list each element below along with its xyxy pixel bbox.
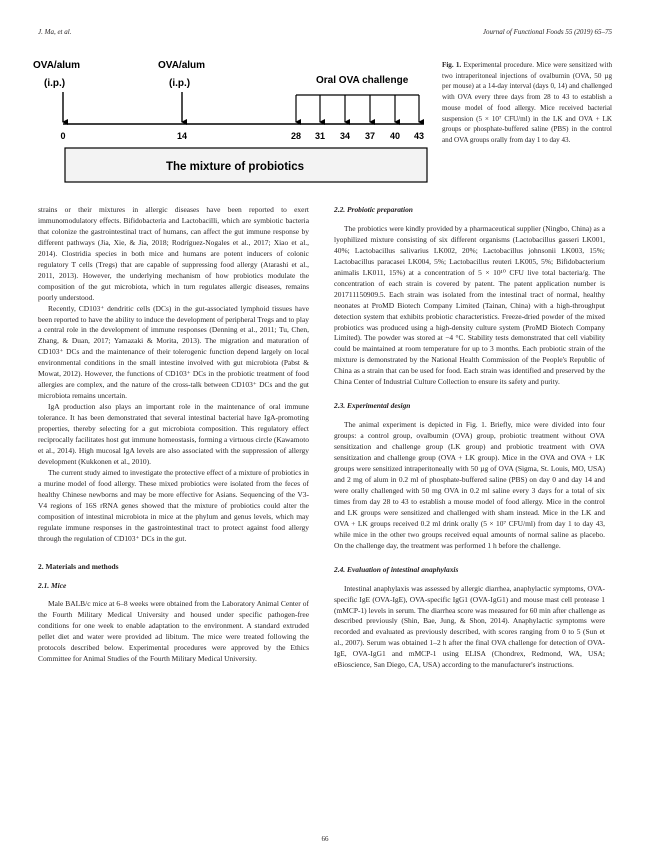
tick-label: 31 — [314, 131, 326, 141]
sensitization-label-day14: OVA/alum — [158, 60, 206, 71]
right-column — [334, 205, 605, 671]
paragraph: Intestinal anaphylaxis was assessed by allergic diarrhea, anaphylactic symptoms, OVA-specific IgE (OVA-IgE), OVA-specific IgG1 (OVA-IgG1) and mouse mast cell protease 1 (mMCP-1) levels in serum. The diarrhea score was measured for 60 min after challenge as described previously (Shin, Bae, Jung, & Shon, 2014). Anaphylactic symptoms were recorded and evaluated as previously described, with scores ranging from 0 to 5 (Sun et al., 2007). Serum was obtained 1–2 h after the final OVA challenge for detection of OVA-IgE, OVA-IgG1 and mMCP-1 using ELISA (Chondrex, Redmond, WA, USA; eBioscience, San Diego, CA, USA) according to the manufacturer's instructions. — [334, 583, 605, 670]
timeline-diagram — [30, 52, 435, 202]
ip-label-day0: (i.p.) — [44, 78, 66, 89]
subsection-heading: 2.4. Evaluation of intestinal anaphylaxis — [334, 564, 459, 574]
section-heading: 2. Materials and methods — [38, 561, 119, 571]
tick-label: 43 — [413, 131, 425, 141]
tick-label: 34 — [339, 131, 351, 141]
sensitization-label-day0: OVA/alum — [33, 60, 81, 71]
paragraph: IgA production also plays an important role in the maintenance of oral immune tolerance. It has been demonstrated that several intestinal bacterial have IgA-promoting properties, thereby selecting for a gut microbiota composition. This regulatory effect reciprocally facilitates host gut immune homeostasis, forming a virtuous circle (Kawamoto et al., 2014). High mucosal IgA levels are also associated with the suppression of allergy development (Kukkonen et al., 2010). — [38, 402, 309, 466]
caption-label: Fig. 1. — [442, 61, 462, 69]
subsection-heading: 2.1. Mice — [38, 580, 67, 590]
figure-1-timeline — [30, 52, 435, 202]
page-number: 66 — [321, 835, 329, 843]
running-header-authors: J. Ma, et al. — [38, 28, 72, 36]
subsection-heading: 2.2. Probiotic preparation — [334, 205, 413, 214]
probiotics-box-label: The mixture of probiotics — [166, 161, 305, 173]
paragraph: The animal experiment is depicted in Fig. 1. Briefly, mice were divided into four groups: a control group, ovalbumin (OVA) group, probiotic treatment without OVA sensitization and challenge group (LK group) and probiotic treatment with OVA sensitization and challenge group (OVA + LK group). Mice in the OVA and OVA + LK groups were sensitized intraperitoneally with 50 µg of OVA (Sigma, St. Louis, MO, USA) and 2 mg of alum in 0.2 ml of phosphate-buffered saline (PBS) on day 0 and day 14 and were orally challenged with 50 mg OVA in 0.2 ml saline every 3 days for a total of six times from day 28 to 43 to establish a mouse model of food allergy. Mice in the control and LK groups were sensitized and challenged with sham instead. Mice in the LK and OVA + LK groups received 0.2 ml drink orally (5 × 10⁷ CFU/ml) from day 1 to day 43, while mice in the other two groups received equal amounts of normal saline as placebo. On the challenge day, the treatment was performed 1 h before the challenge. — [334, 420, 605, 550]
paragraph: The current study aimed to investigate the protective effect of a mixture of probiotics in a murine model of food allergy. These mixed probiotics were isolated from the feces of healthy Chinese newborns and may be more effective for Asians. Sequencing of the V3-V4 regions of 16S rRNA genes showed that the mixture of probiotics could alter the composition of intestinal microbiota in mice at the phylum and genus levels, which may regulate immune responses in the gastrointestinal tract to protect against food allergy through the regulation of CD103⁺ DCs in the gut. — [38, 467, 309, 543]
left-column — [38, 205, 309, 665]
figure-caption — [442, 60, 612, 146]
paragraph: strains or their mixtures in allergic diseases have been reported to exert immunomodulatory effects. Bifidobacteria and Lactobacilli, which are symbiotic bacteria that colonize the gastrointestinal tract of humans, can affect the gut immune response by different pathways (Jia, Xie, & Jia, 2018; Rodríguez-Nogales et al., 2017; Xiao et al., 2014). Clostridia species in both mice and humans are potent inducers of colonic regulatory T cells (Tregs) that are capable of suppressing food allergy (Atarashi et al., 2011, 2013). However, the underlying mechanism of how probiotics modulate the composition of the gut microbiota, which in turn regulates allergic diseases, remains poorly understood. — [38, 205, 309, 302]
running-header-journal: Journal of Functional Foods 55 (2019) 65–75 — [482, 28, 612, 36]
tick-label: 0 — [60, 131, 66, 141]
paragraph: Recently, CD103⁺ dendritic cells (DCs) in the gut-associated lymphoid tissues have been reported to have the ability to induce the development of peripheral Tregs and to play a central role in the development of immune responses (Denning et al., 2011; Tu, Chen, Zhang, & Duan, 2017; Yamazaki & Morita, 2013). The migration and maturation of CD103⁺ DCs and the maintenance of their tolerogenic function depend largely on local environmental conditions in the small intestine involved with gut microbiota (Pabst & Mowat, 2012). However, the functions of CD103⁺ DCs in the probiotic treatment of food allergies are complex, and the nature of the cross-talk between CD103⁺ DCs and the gut microbiota remains uncertain. — [38, 303, 309, 401]
tick-label: 37 — [364, 131, 376, 141]
subsection-heading: 2.3. Experimental design — [334, 401, 411, 411]
tick-label: 40 — [389, 131, 401, 141]
tick-label: 14 — [176, 131, 188, 141]
paragraph: Male BALB/c mice at 6–8 weeks were obtained from the Laboratory Animal Center of the Fourth Military Medical University and housed under specific pathogen-free conditions for one week to enable adaptation to the environment. A standard extruded pellet diet and water were provided ad libitum. The mice were treated following the protocols described below. Experimental procedures were approved by the Ethics Committee for Animal Studies of the Fourth Military Medical University. — [38, 599, 309, 664]
ip-label-day14: (i.p.) — [169, 78, 191, 89]
paragraph: The probiotics were kindly provided by a pharmaceutical supplier (Ningbo, China) as a lyophilized mixture consisting of six different organisms (Lactobacillus gasseri LK001, 40%; Lactobacillus salivarius LK002, 20%; Lactobacillus johnsonii LK003, 15%; Lactobacillus paracasei LK004, 5%; Lactobacillus reuteri LK005, 5%; Bifidobacterium animalis LK011, 15%) at a concentration of 5 × 10¹⁰ CFU live total bacteria/g. The concentration of each strain is covered by patent. The patent application number is 201711150909.5. Each strain was isolated from the intestinal tract of normal, healthy neonates at ProMD Biotech Company Limited (Tainan, China) with a high-throughput detection system that exhibits probiotic characteristics. Freeze-dried powder of the mixed probiotics was produced using a high-density culture system (ProMD Biotech Company Limited). The powder was stored at −4 °C. Stability tests demonstrated that cell viability could be maintained at room temperature for up to 3 months. Each probiotic strain of the mixture is demonstrated by the National Health Commission of the People's Republic of China as a strain that can be used for food. Each strain was identified and preserved by the China Center of Industrial Culture Collection to ensure its safety and purity. — [334, 223, 605, 387]
challenge-label: Oral OVA challenge — [316, 75, 409, 86]
tick-label: 28 — [290, 131, 302, 141]
caption-text: Experimental procedure. Mice were sensitized with two intraperitoneal injections of ovalbumin (OVA, 50 µg per mouse) at a 14-day interval (days 0, 14) and challenged with OVA every three days from 28 to 43 to establish a mouse model of food allergy. Mice received bacterial suspension (5 × 10⁷ CFU/ml) in the LK and OVA + LK groups or phosphate-buffered saline (PBS) in the control and OVA groups orally from day 1 to day 43. — [442, 61, 612, 144]
